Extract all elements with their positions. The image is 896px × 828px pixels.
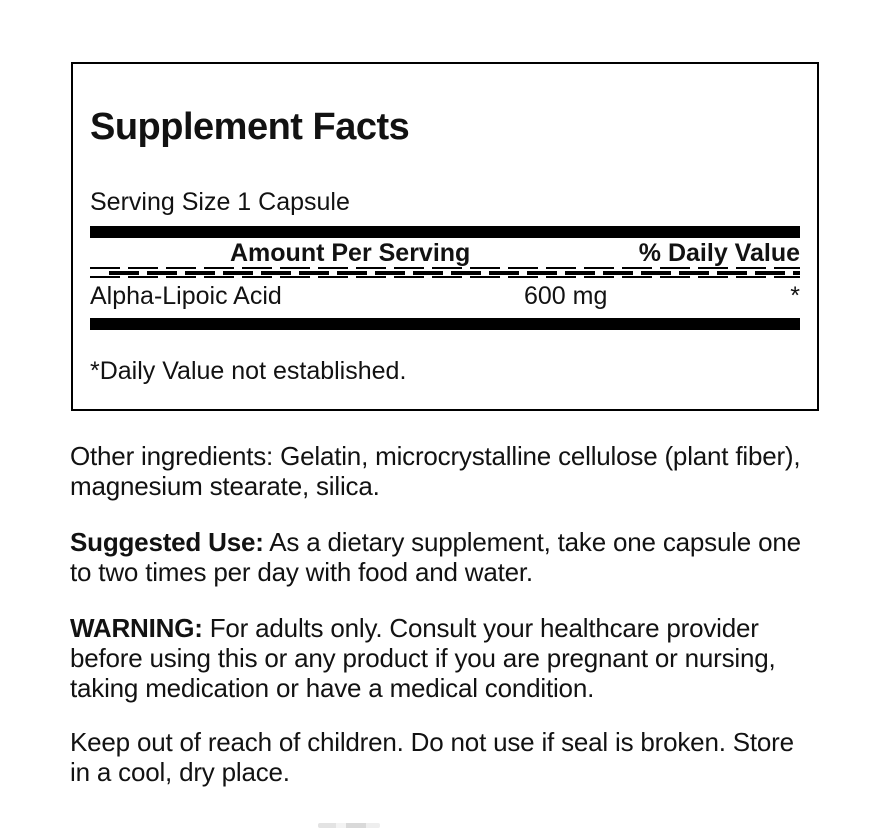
warning-line-3: taking medication or have a medical condition. bbox=[70, 673, 595, 703]
other-ingredients-line-1: Other ingredients: Gelatin, microcrystalline cellulose (plant fiber), bbox=[70, 441, 801, 471]
thick-rule-bottom bbox=[90, 318, 800, 330]
column-header-amount-per-serving: Amount Per Serving bbox=[230, 239, 471, 267]
storage-line-2: in a cool, dry place. bbox=[70, 757, 290, 787]
label-body-text bbox=[70, 441, 801, 813]
supplement-facts-title: Supplement Facts bbox=[90, 106, 410, 148]
cutoff-print-fragment bbox=[318, 823, 380, 828]
nutrient-daily-value-asterisk: * bbox=[790, 282, 800, 310]
daily-value-footnote: *Daily Value not established. bbox=[90, 357, 407, 385]
suggested-use-paragraph bbox=[70, 527, 801, 587]
warning-line-2: before using this or any product if you are pregnant or nursing, bbox=[70, 643, 776, 673]
storage-paragraph bbox=[70, 727, 801, 787]
nutrient-amount: 600 mg bbox=[524, 282, 608, 310]
suggested-use-text: As a dietary supplement, take one capsule one bbox=[263, 527, 801, 557]
warning-label: WARNING: bbox=[70, 613, 203, 643]
nutrient-name: Alpha-Lipoic Acid bbox=[90, 282, 282, 310]
column-header-daily-value: % Daily Value bbox=[638, 239, 800, 267]
suggested-use-line-2: to two times per day with food and water. bbox=[70, 557, 533, 587]
supplement-facts-panel bbox=[71, 62, 819, 411]
suggested-use-label: Suggested Use: bbox=[70, 527, 264, 557]
suggested-use-line-1 bbox=[70, 527, 801, 557]
nutrient-row bbox=[90, 281, 800, 311]
dashed-separator bbox=[90, 267, 800, 278]
thick-rule-top bbox=[90, 226, 800, 238]
warning-text: For adults only. Consult your healthcare provider bbox=[202, 613, 759, 643]
other-ingredients-paragraph bbox=[70, 441, 801, 501]
warning-paragraph bbox=[70, 613, 801, 703]
other-ingredients-line-2: magnesium stearate, silica. bbox=[70, 471, 380, 501]
storage-line-1: Keep out of reach of children. Do not use if seal is broken. Store bbox=[70, 727, 794, 757]
warning-line-1 bbox=[70, 613, 801, 643]
serving-size: Serving Size 1 Capsule bbox=[90, 188, 350, 216]
column-headers bbox=[90, 240, 800, 266]
